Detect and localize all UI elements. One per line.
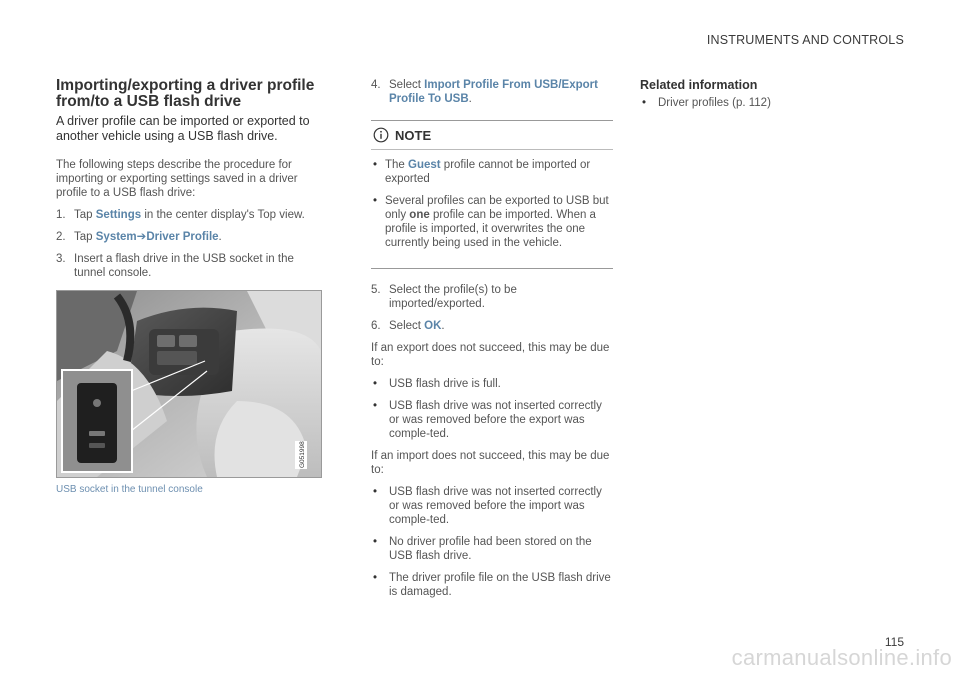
column-3 bbox=[640, 78, 902, 118]
note-list bbox=[371, 158, 613, 250]
list-item: • The driver profile file on the USB flash drive is damaged. bbox=[371, 571, 613, 599]
figure-caption: USB socket in the tunnel console bbox=[56, 484, 203, 495]
page-header: INSTRUMENTS AND CONTROLS bbox=[706, 33, 904, 47]
step-text: Tap bbox=[74, 209, 96, 221]
usb-socket-figure bbox=[56, 290, 322, 478]
step-number: 3. bbox=[56, 253, 66, 265]
export-failure-list bbox=[371, 377, 613, 441]
note-item-1 bbox=[371, 158, 613, 186]
note-title: NOTE bbox=[395, 127, 432, 143]
step-3 bbox=[56, 252, 318, 280]
steps-list-3 bbox=[371, 283, 613, 333]
step-text: . bbox=[441, 320, 445, 332]
list-item: • USB flash drive was not inserted correctly or was removed before the export was comple-ted. bbox=[371, 399, 613, 441]
guest-link[interactable]: Guest bbox=[408, 159, 441, 171]
step-6 bbox=[371, 319, 613, 333]
related-information-title: Related information bbox=[640, 78, 758, 92]
step-text: . bbox=[468, 93, 472, 105]
info-icon bbox=[373, 127, 389, 143]
note-text: profile cannot be imported or exported bbox=[385, 159, 591, 185]
note-box bbox=[371, 120, 613, 269]
note-header bbox=[371, 127, 613, 150]
column-2 bbox=[371, 78, 613, 607]
figure-code: G051998 bbox=[299, 441, 306, 468]
step-5 bbox=[371, 283, 613, 311]
export-failure-intro: If an export does not succeed, this may be due to: bbox=[371, 342, 610, 368]
step-2 bbox=[56, 230, 318, 244]
steps-list-2 bbox=[371, 78, 613, 106]
import-failure-intro: If an import does not succeed, this may be due to: bbox=[371, 450, 610, 476]
note-item-2 bbox=[371, 194, 613, 250]
related-link-driver-profiles[interactable]: • Driver profiles (p. 112) bbox=[640, 96, 902, 110]
related-information-list bbox=[640, 96, 902, 110]
import-failure-list bbox=[371, 485, 613, 599]
system-link[interactable]: System bbox=[95, 231, 137, 243]
note-text: profile can be imported. When a profile is imported, it overwrites the one currently being used in the vehicle. bbox=[385, 209, 596, 249]
list-item: • USB flash drive was not inserted correctly or was removed before the import was comple-ted. bbox=[371, 485, 613, 527]
step-1 bbox=[56, 208, 318, 222]
steps-list-1 bbox=[56, 208, 318, 280]
note-text: The bbox=[385, 159, 409, 171]
step-4 bbox=[371, 78, 613, 106]
step-number: 1. bbox=[56, 209, 66, 221]
step-number: 5. bbox=[371, 284, 381, 296]
section-title: Importing/exporting a driver profile from/to a USB flash drive bbox=[56, 77, 315, 110]
page-number: 115 bbox=[884, 635, 904, 649]
step-number: 2. bbox=[56, 231, 66, 243]
driver-profile-link[interactable]: Driver Profile bbox=[146, 231, 219, 243]
intro-paragraph: The following steps describe the procedure for importing or exporting settings saved in a driver profile to a USB flash drive: bbox=[56, 159, 298, 199]
ok-link[interactable]: OK bbox=[424, 320, 442, 332]
list-item: • No driver profile had been stored on the USB flash drive. bbox=[371, 535, 613, 563]
column-1 bbox=[56, 78, 318, 495]
step-text: Tap bbox=[74, 231, 96, 243]
note-emphasis: one bbox=[409, 209, 430, 221]
arrow-right-icon: ➔ bbox=[136, 231, 147, 243]
step-number: 4. bbox=[371, 79, 381, 91]
step-number: 6. bbox=[371, 320, 381, 332]
tunnel-console-illustration bbox=[57, 291, 321, 477]
step-text: Select the profile(s) to be imported/exported. bbox=[389, 284, 517, 310]
step-text: Select bbox=[389, 79, 425, 91]
step-text: . bbox=[218, 231, 222, 243]
note-text: Several profiles can be exported to USB but only bbox=[385, 195, 609, 221]
step-text: in the center display's Top view. bbox=[141, 209, 305, 221]
step-text: Insert a flash drive in the USB socket in the tunnel console. bbox=[74, 253, 294, 279]
step-text: Select bbox=[389, 320, 425, 332]
import-export-link[interactable]: Import Profile From USB/Export Profile To USB bbox=[389, 79, 598, 105]
list-item: • USB flash drive is full. bbox=[371, 377, 613, 391]
lead-paragraph: A driver profile can be imported or exported to another vehicle using a USB flash drive. bbox=[56, 114, 310, 143]
settings-link[interactable]: Settings bbox=[95, 209, 142, 221]
watermark: carmanualsonline.info bbox=[731, 645, 952, 670]
